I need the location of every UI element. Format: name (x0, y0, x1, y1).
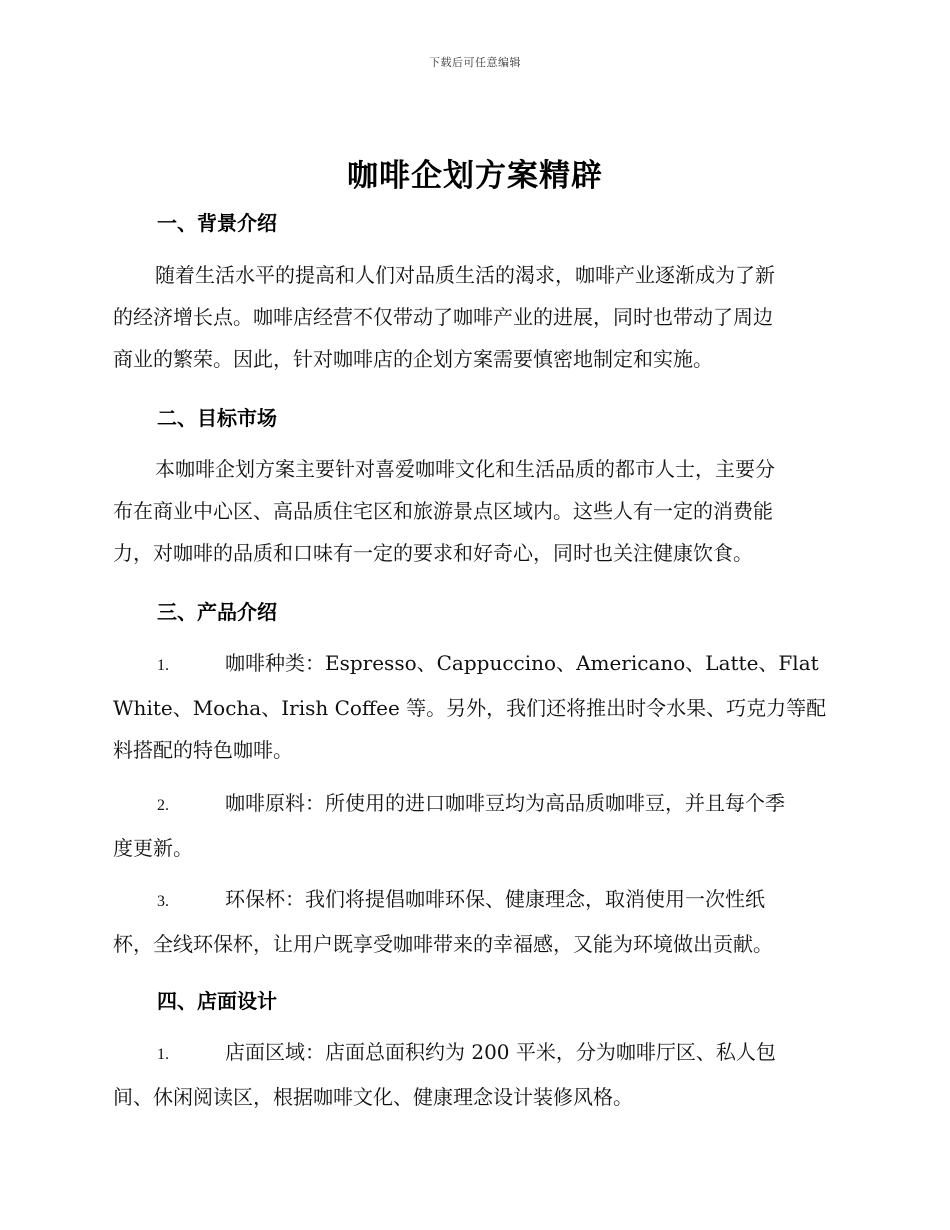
item-number: 2. (157, 797, 169, 814)
text-line: 咖啡原料：所使用的进口咖啡豆均为高品质咖啡豆，并且每个季 (225, 791, 785, 815)
header-note: 下载后可任意编辑 (429, 56, 521, 69)
paragraph-background (113, 254, 833, 380)
section-heading-target-market: 二、目标市场 (157, 406, 277, 430)
text-line: White、Mocha、Irish Coffee 等。另外，我们还将推出时令水果、巧克力等配 (113, 696, 827, 720)
list-item-eco-cup (113, 878, 833, 965)
text-line: 随着生活水平的提高和人们对品质生活的渴求，咖啡产业逐渐成为了新 (155, 263, 775, 287)
text-line: 料搭配的特色咖啡。 (113, 738, 293, 762)
item-number: 3. (157, 893, 169, 910)
text-line: 本咖啡企划方案主要针对喜爱咖啡文化和生活品质的都市人士，主要分 (155, 457, 775, 481)
text-line: 杯，全线环保杯，让用户既享受咖啡带来的幸福感，又能为环境做出贡献。 (113, 932, 773, 956)
paragraph-target-market (113, 448, 833, 574)
document-title: 咖啡企划方案精辟 (347, 158, 603, 194)
text-line: 力，对咖啡的品质和口味有一定的要求和好奇心，同时也关注健康饮食。 (113, 541, 753, 565)
section-heading-background: 一、背景介绍 (157, 211, 277, 235)
text-line: 布在商业中心区、高品质住宅区和旅游景点区域内。这些人有一定的消费能 (113, 499, 773, 523)
section-heading-store-design: 四、店面设计 (157, 989, 277, 1013)
text-line: 的经济增长点。咖啡店经营不仅带动了咖啡产业的进展，同时也带动了周边 (113, 305, 773, 329)
list-item-store-area (113, 1031, 833, 1118)
section-heading-products: 三、产品介绍 (157, 600, 277, 624)
item-number: 1. (157, 657, 169, 674)
list-item-coffee-beans (113, 782, 833, 869)
text-line: 度更新。 (113, 836, 193, 860)
item-number: 1. (157, 1046, 169, 1063)
text-line: 店面区域：店面总面积约为 200 平米，分为咖啡厅区、私人包 (225, 1040, 776, 1064)
text-line: 环保杯：我们将提倡咖啡环保、健康理念，取消使用一次性纸 (225, 887, 765, 911)
text-line: 间、休闲阅读区，根据咖啡文化、健康理念设计装修风格。 (113, 1085, 633, 1109)
text-line: 商业的繁荣。因此，针对咖啡店的企划方案需要慎密地制定和实施。 (113, 347, 713, 371)
list-item-coffee-types (113, 642, 833, 771)
text-line: 咖啡种类：Espresso、Cappuccino、Americano、Latte、Flat (225, 651, 819, 675)
